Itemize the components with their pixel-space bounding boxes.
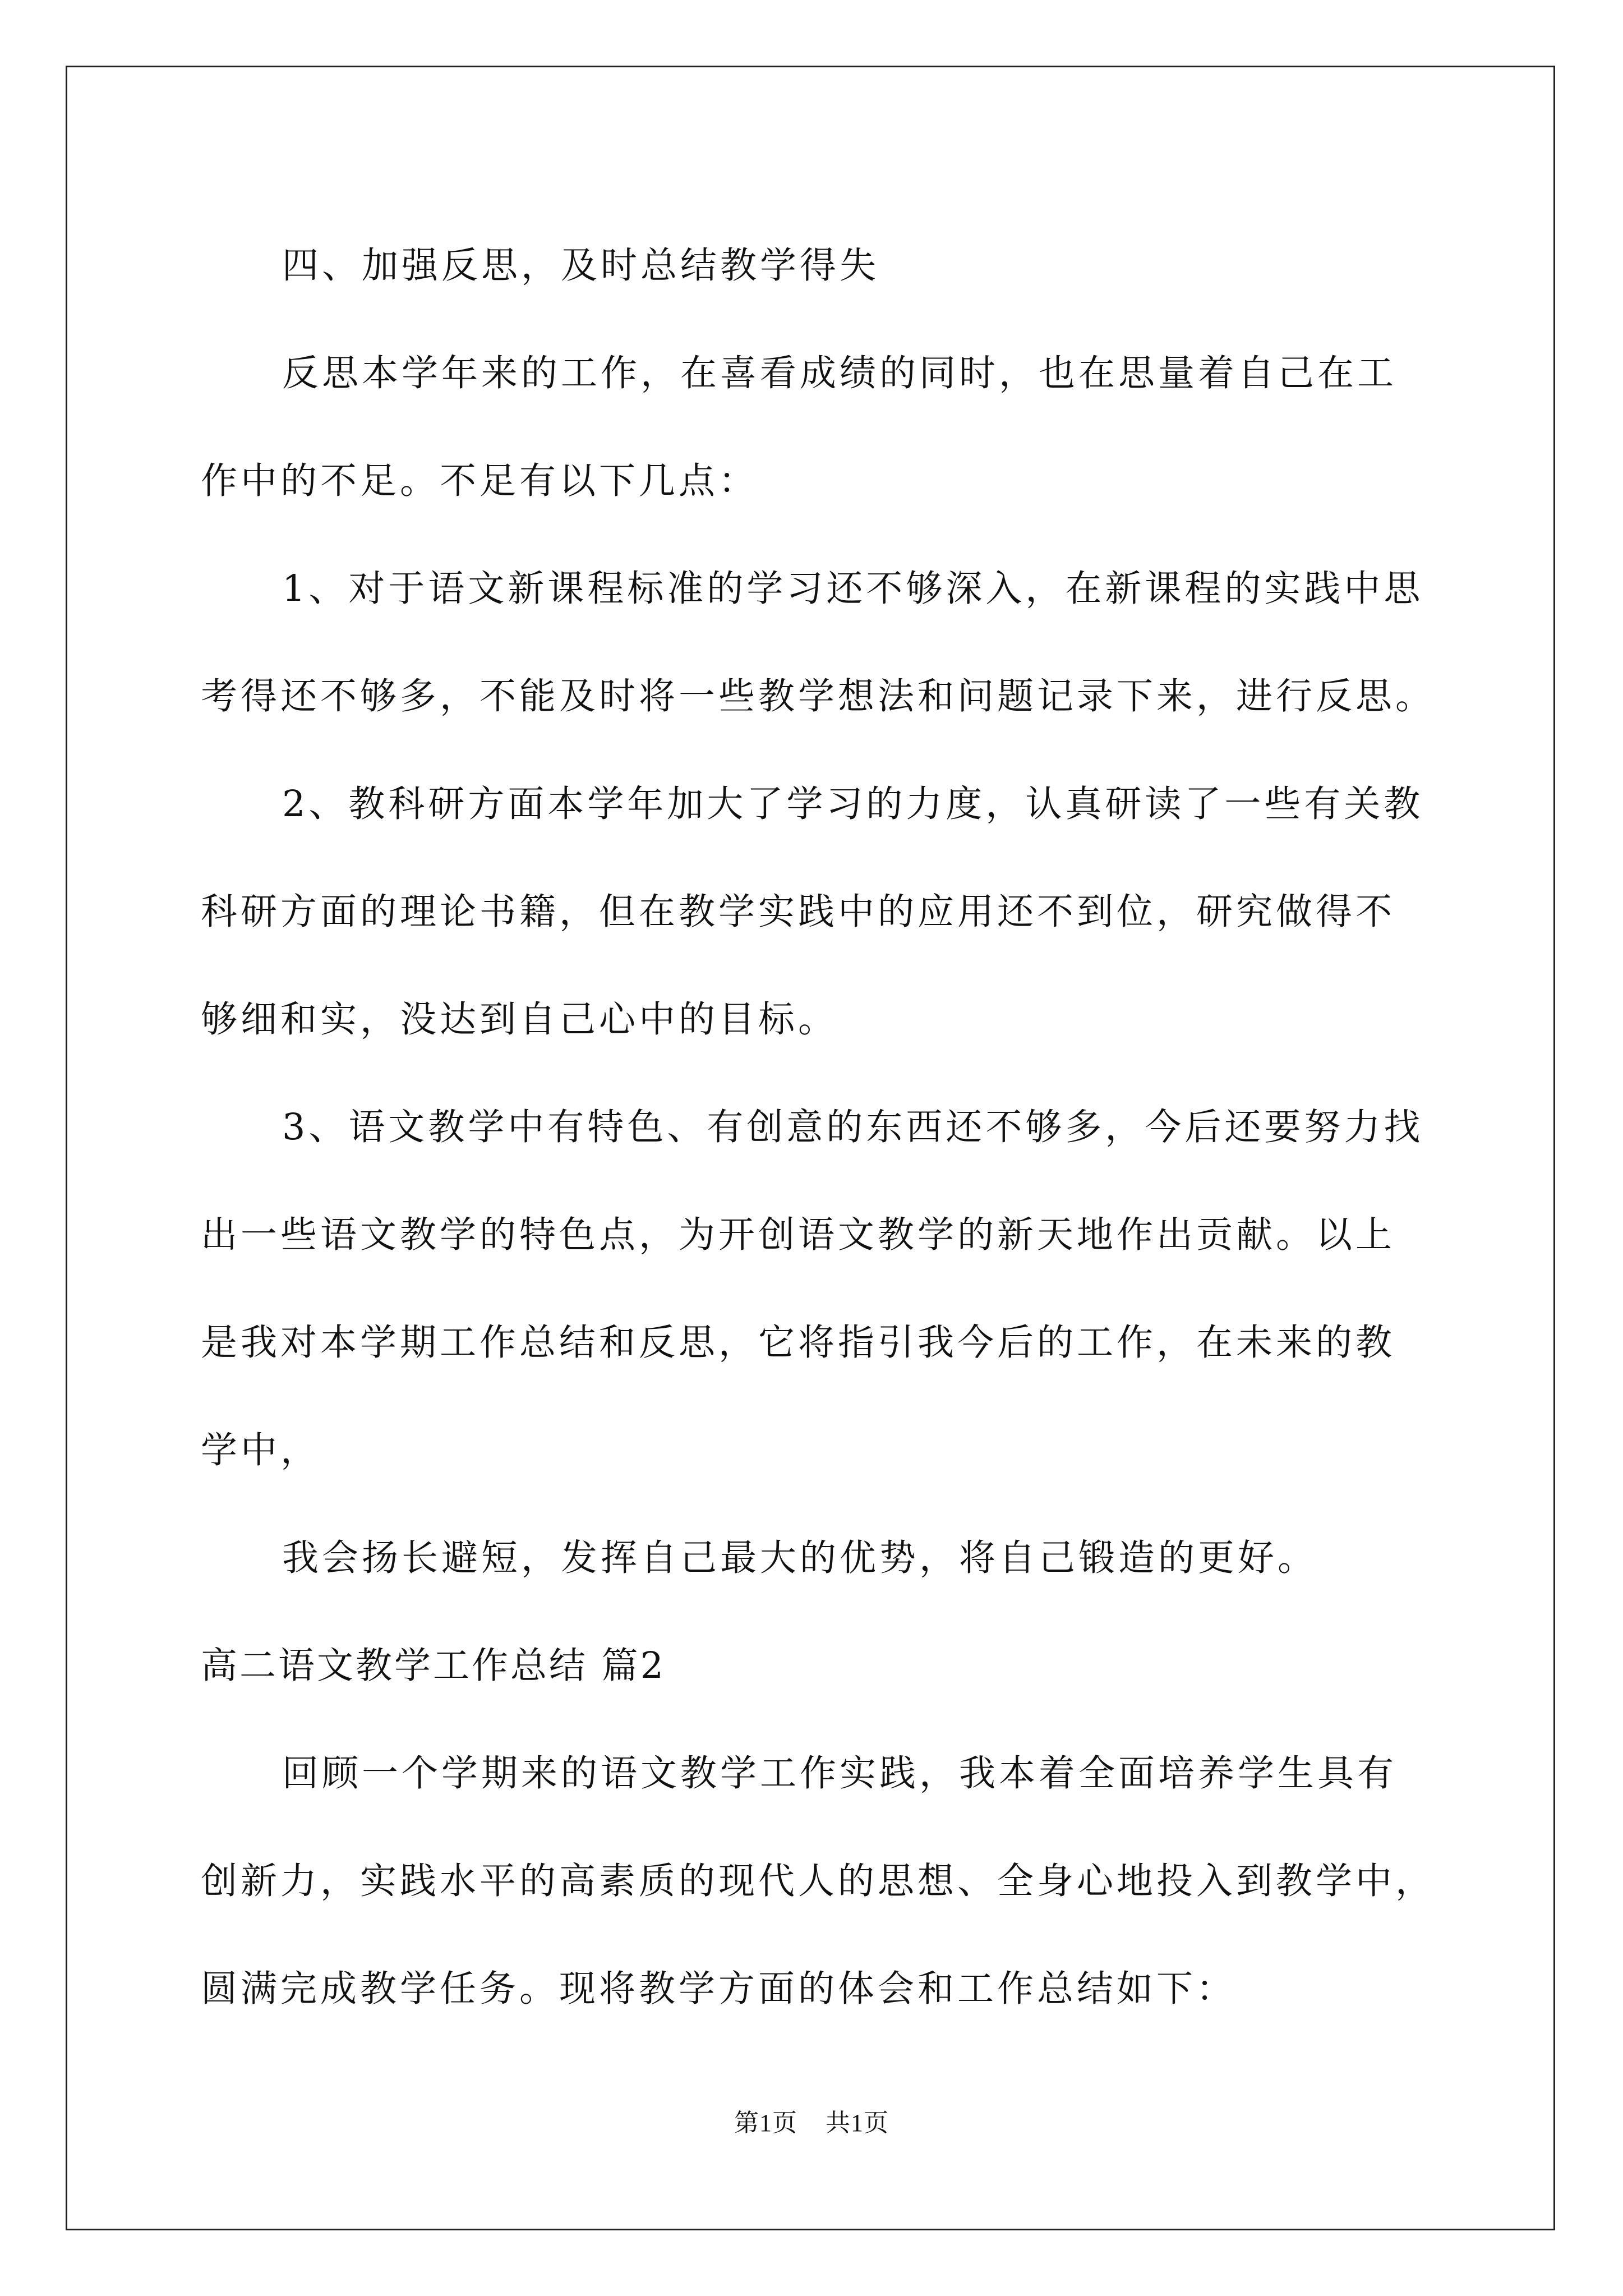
- document-body: [201, 212, 1435, 2043]
- text-line: 1、对于语文新课程标准的学习还不够深入，在新课程的实践中思: [282, 568, 1424, 610]
- section-heading: 高二语文教学工作总结 篇2: [201, 1645, 666, 1687]
- text-line: 回顾一个学期来的语文教学工作实践，我本着全面培养学生具有: [282, 1752, 1398, 1795]
- text-line: 反思本学年来的工作，在喜看成绩的同时，也在思量着自己在工: [282, 352, 1398, 394]
- text-line: 四、加强反思，及时总结教学得失: [282, 245, 880, 287]
- text-line: 3、语文教学中有特色、有创意的东西还不够多，今后还要努力找: [282, 1106, 1424, 1148]
- text-line: 创新力，实践水平的高素质的现代人的思想、全身心地投入到教学中，: [201, 1860, 1436, 1902]
- text-line: 我会扬长避短，发挥自己最大的优势，将自己锻造的更好。: [282, 1537, 1318, 1579]
- text-line: 2、教科研方面本学年加大了学习的力度，认真研读了一些有关教: [282, 783, 1424, 825]
- text-line: 圆满完成教学任务。现将教学方面的体会和工作总结如下：: [201, 1968, 1237, 2010]
- page-number: 第1页: [734, 2109, 797, 2137]
- text-line: 是我对本学期工作总结和反思，它将指引我今后的工作，在未来的教: [201, 1322, 1396, 1364]
- text-line: 考得还不够多，不能及时将一些教学想法和问题记录下来，进行反思。: [201, 675, 1436, 717]
- text-line: 科研方面的理论书籍，但在教学实践中的应用还不到位，研究做得不: [201, 891, 1396, 933]
- page-total: 共1页: [826, 2109, 889, 2137]
- text-line: 学中，: [201, 1429, 321, 1471]
- text-line: 出一些语文教学的特色点，为开创语文教学的新天地作出贡献。以上: [201, 1214, 1396, 1256]
- text-line: 作中的不足。不足有以下几点：: [201, 460, 759, 502]
- text-line: 够细和实，没达到自己心中的目标。: [201, 999, 838, 1041]
- page-footer: [0, 2102, 1623, 2138]
